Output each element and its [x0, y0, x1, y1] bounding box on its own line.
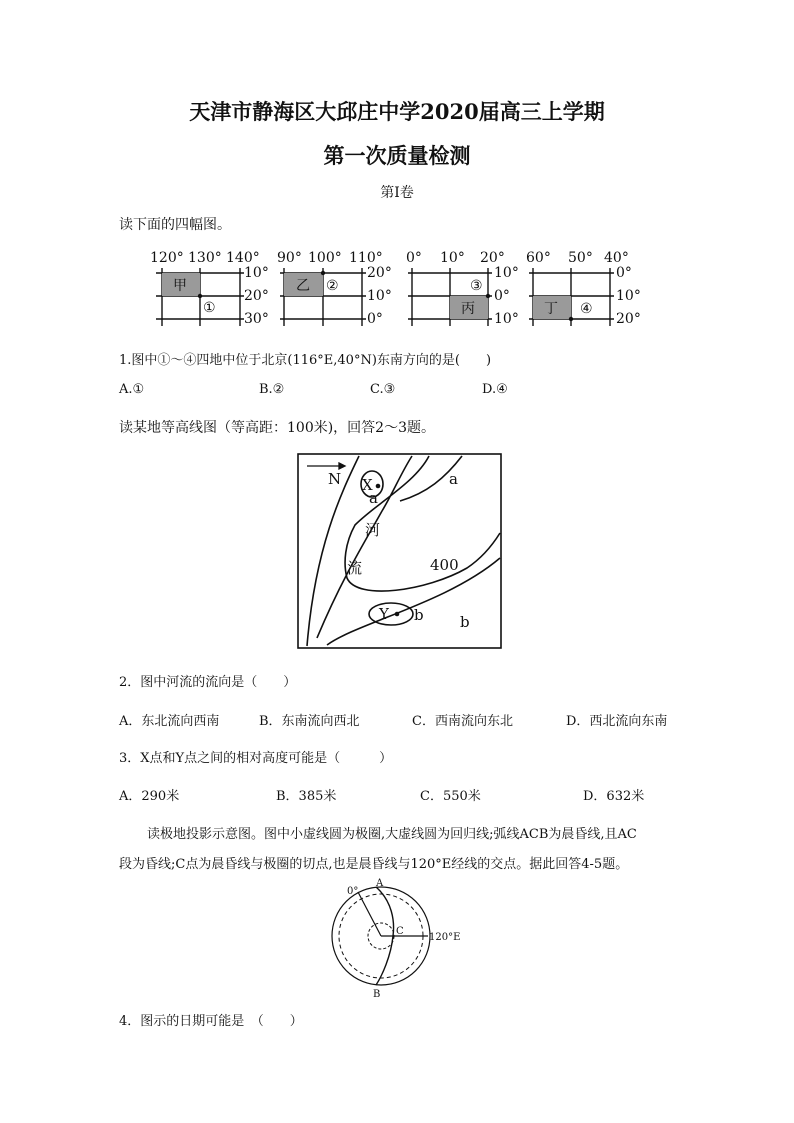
contour-river-2: 流: [347, 559, 363, 577]
map4-shaded-label: 丁: [544, 301, 558, 317]
map1-top-0: 120°: [150, 250, 184, 266]
grid-map-1: [150, 250, 269, 327]
page-title: 天津市静海区大邱庄中学2020届高三上学期: [189, 99, 605, 124]
map3-right-1: 0°: [494, 288, 510, 304]
map2-shaded-label: 乙: [296, 278, 310, 294]
map1-right-0: 10°: [244, 265, 269, 281]
map2-right-1: 10°: [367, 288, 392, 304]
contour-y-label: Y: [379, 605, 389, 623]
intro-contour: 读某地等高线图（等高距：100米)，回答2～3题。: [119, 420, 435, 436]
q2-option-c: C．西南流向东北: [412, 714, 513, 729]
grid-maps-figure: [140, 240, 660, 332]
map3-right-0: 10°: [494, 265, 519, 281]
map4-right-2: 20°: [616, 311, 641, 327]
q3-option-d: D．632米: [583, 789, 645, 804]
map4-top-0: 60°: [526, 250, 551, 266]
polar-b-label: B: [373, 989, 381, 1000]
contour-x-label: X: [362, 476, 373, 494]
contour-a-inner: a: [369, 489, 378, 507]
map1-right-2: 30°: [244, 311, 269, 327]
grid-map-3: [406, 250, 519, 327]
grid-map-2: [277, 250, 392, 327]
q3-option-c: C．550米: [420, 789, 481, 804]
map1-top-1: 130°: [188, 250, 222, 266]
map1-shaded-label: 甲: [173, 278, 187, 294]
q3-stem: 3．X点和Y点之间的相对高度可能是（ ）: [119, 751, 393, 766]
page-subtitle: 第一次质量检测: [323, 143, 471, 168]
map3-right-2: 10°: [494, 311, 519, 327]
map1-circle-label: ①: [203, 300, 216, 316]
contour-map-figure: [297, 453, 502, 649]
map2-right-0: 20°: [367, 265, 392, 281]
intro-polar-line1: 读极地投影示意图。图中小虚线圆为极圈,大虚线圆为回归线;弧线ACB为晨昏线,且AC: [147, 827, 637, 842]
contour-a-outer: a: [449, 470, 458, 488]
map4-top-2: 40°: [604, 250, 629, 266]
map2-top-0: 90°: [277, 250, 302, 266]
q2-option-a: A．东北流向西南: [119, 714, 220, 729]
map1-right-1: 20°: [244, 288, 269, 304]
polar-a-label: A: [376, 878, 384, 889]
q2-option-b: B．东南流向西北: [259, 714, 360, 729]
polar-map-figure: [320, 876, 470, 1002]
q3-option-a: A．290米: [119, 789, 180, 804]
map4-top-1: 50°: [568, 250, 593, 266]
intro-polar-line2: 段为昏线;C点为晨昏线与极圈的切点,也是晨昏线与120°E经线的交点。据此回答4-5题。: [119, 857, 629, 872]
q1-option-d: D.④: [482, 382, 508, 397]
polar-zero-label: 0°: [347, 886, 359, 897]
map4-right-0: 0°: [616, 265, 632, 281]
map4-right-1: 10°: [616, 288, 641, 304]
map2-right-2: 0°: [367, 311, 383, 327]
section-label: 第Ⅰ卷: [380, 185, 414, 201]
q1-stem: 1.图中①～④四地中位于北京(116°E,40°N)东南方向的是( ): [119, 353, 492, 368]
map2-top-1: 100°: [308, 250, 342, 266]
contour-b-inner: b: [414, 606, 424, 624]
q4-stem: 4．图示的日期可能是 （ ）: [119, 1014, 303, 1029]
q1-option-c: C.③: [370, 382, 396, 397]
contour-elev-label: 400: [430, 556, 459, 574]
intro-four-maps: 读下面的四幅图。: [119, 217, 231, 233]
map1-top-2: 140°: [226, 250, 260, 266]
map2-top-2: 110°: [349, 250, 383, 266]
contour-b-outer: b: [460, 613, 470, 631]
map3-circle-label: ③: [470, 278, 483, 294]
q1-option-b: B.②: [259, 382, 285, 397]
map3-top-2: 20°: [480, 250, 505, 266]
q2-option-d: D．西北流向东南: [566, 714, 668, 729]
q1-option-a: A.①: [119, 382, 145, 397]
q3-option-b: B．385米: [276, 789, 337, 804]
contour-river-1: 河: [365, 521, 381, 539]
map3-top-0: 0°: [406, 250, 422, 266]
map3-shaded-label: 丙: [461, 301, 475, 317]
map3-top-1: 10°: [440, 250, 465, 266]
q2-stem: 2．图中河流的流向是（ ）: [119, 675, 297, 690]
map2-circle-label: ②: [326, 278, 339, 294]
grid-map-4: [526, 250, 641, 327]
polar-c-label: C: [396, 926, 404, 937]
north-label: N: [328, 470, 342, 488]
map4-circle-label: ④: [580, 301, 593, 317]
polar-meridian-label: 120°E: [429, 932, 461, 943]
